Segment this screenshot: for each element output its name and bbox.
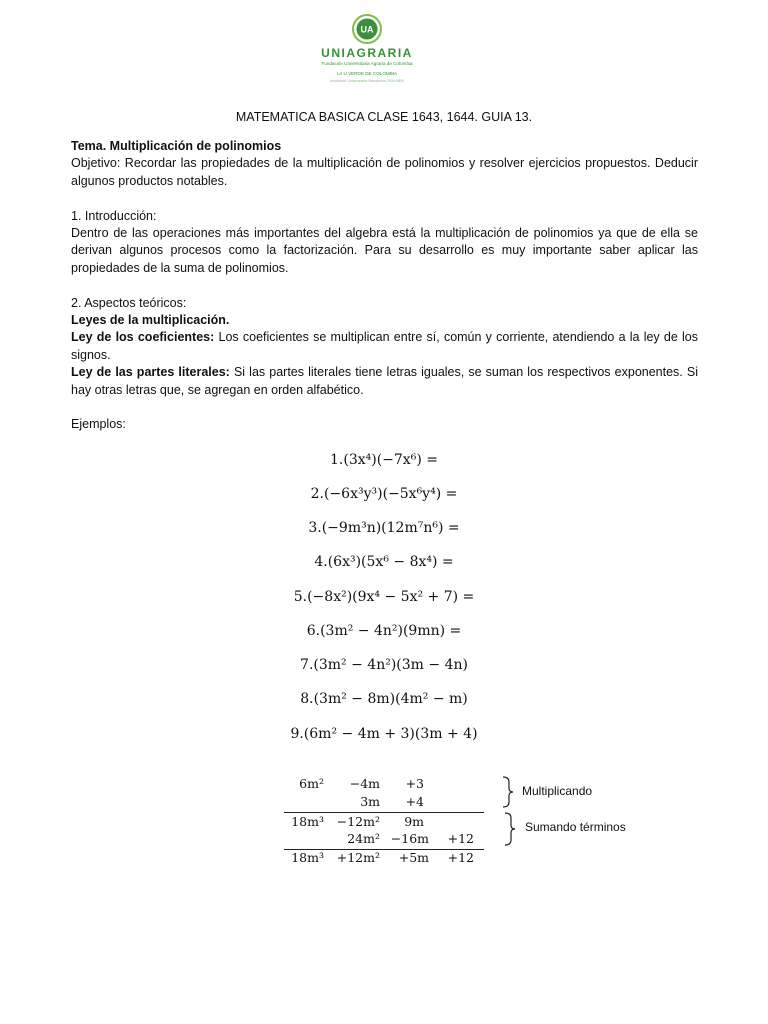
table-cell: +12	[447, 831, 474, 846]
example-3: 3.(−9m³n)(12m⁷n⁶) =	[308, 520, 460, 536]
example-4: 4.(6x³)(5x⁶ − 8x⁴) =	[314, 554, 454, 570]
ley-literales-paragraph	[71, 364, 698, 399]
intro-paragraph: Dentro de las operaciones más importantes del algebra está la multiplicación de polinomios ya que de ella se derivan algunos procesos como la factorización. Para su desarrollo es muy importante saber aplicar las propiedades de la suma de polinomios.	[71, 226, 698, 275]
table-cell: +5m	[398, 850, 429, 865]
example-6: 6.(3m² − 4n²)(9mn) =	[306, 623, 462, 639]
document-body	[71, 138, 698, 434]
ley-coeficientes-paragraph	[71, 329, 698, 364]
example-5: 5.(−8x²)(9x⁴ − 5x² + 7) =	[293, 589, 475, 605]
logo-slogan: LA U VERDE DE COLOMBIA	[336, 71, 398, 76]
ley-coeficientes-text: Los coeficientes se multiplican entre sí, común y corriente, atendiendo a la ley de los signos.	[71, 330, 698, 362]
logo-fineprint: Institución Universitaria Resolución 2039 MEN	[330, 79, 404, 83]
tema-heading: Tema. Multiplicación de polinomios	[71, 139, 282, 153]
ley-coeficientes-label: Ley de los coeficientes:	[71, 330, 215, 345]
logo-seal-icon	[352, 14, 382, 44]
table-cell: +4	[405, 794, 424, 809]
table-divider	[284, 812, 484, 813]
example-1: 1.(3x⁴)(−7x⁶) =	[330, 452, 438, 468]
aspectos-heading: 2. Aspectos teóricos:	[71, 295, 187, 310]
table-cell: 9m	[404, 814, 424, 829]
logo-brand: UNIAGRARIA	[321, 46, 413, 60]
label-sumando: Sumando términos	[525, 820, 626, 834]
intro-heading: 1. Introducción:	[71, 208, 157, 223]
brace-icon	[504, 812, 516, 846]
label-multiplicando: Multiplicando	[522, 784, 593, 798]
table-cell: +3	[405, 776, 424, 791]
brace-icon	[502, 776, 514, 808]
table-cell: −12m²	[336, 814, 380, 829]
table-cell: 24m²	[347, 831, 380, 846]
logo-subtitle: Fundación Universitaria Agraria de Colombia	[321, 61, 413, 66]
example-2: 2.(−6x³y³)(−5x⁶y⁴) =	[310, 486, 458, 502]
document-title: MATEMATICA BASICA CLASE 1643, 1644. GUIA 13.	[235, 110, 533, 124]
svg-text:UA: UA	[360, 24, 374, 35]
table-cell: 3m	[360, 794, 380, 809]
example-8: 8.(3m² − 8m)(4m² − m)	[300, 691, 468, 707]
table-cell: +12m²	[336, 850, 380, 865]
ley-literales-text: Si las partes literales tiene letras iguales, se suman los respectivos exponentes. Si hay otras letras que, se agregan en orden alfabético.	[71, 365, 698, 397]
table-cell: −16m	[390, 831, 429, 846]
example-7: 7.(3m² − 4n²)(3m − 4n)	[300, 657, 468, 673]
ley-literales-label: Ley de las partes literales:	[71, 365, 230, 380]
table-cell: +12	[447, 850, 474, 865]
table-cell: 18m³	[291, 814, 324, 829]
ejemplos-heading: Ejemplos:	[71, 417, 126, 432]
multiplication-table	[284, 776, 484, 872]
example-9: 9.(6m² − 4m + 3)(3m + 4)	[290, 726, 478, 742]
table-cell: −4m	[349, 776, 380, 791]
table-cell: 6m²	[299, 776, 324, 791]
table-cell: 18m³	[291, 850, 324, 865]
university-logo	[312, 14, 422, 94]
leyes-heading: Leyes de la multiplicación.	[71, 313, 230, 328]
objetivo-paragraph: Objetivo: Recordar las propiedades de la multiplicación de polinomios y resolver ejercicios propuestos. Deducir algunos productos notables.	[71, 156, 698, 188]
